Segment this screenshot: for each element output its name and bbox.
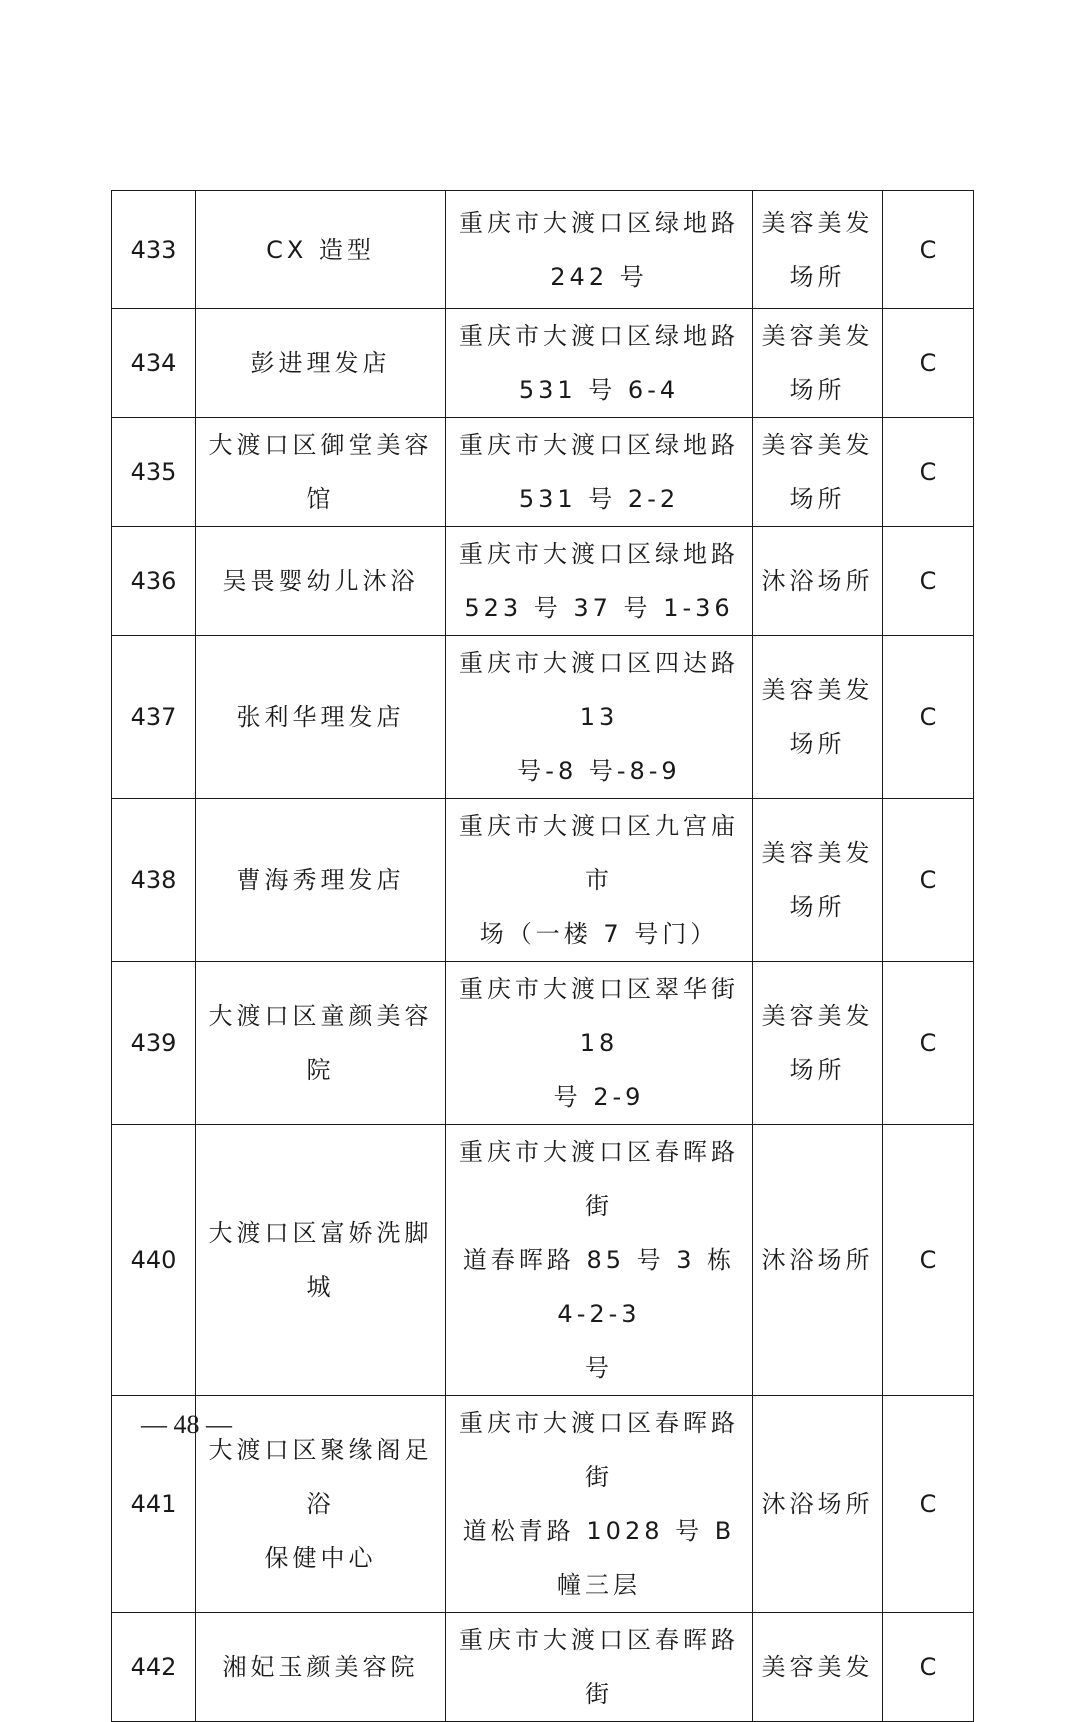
table-row xyxy=(112,1125,974,1396)
business-address: 重庆市大渡口区春晖路街 道松青路 1028 号 B 幢三层 xyxy=(446,1396,753,1613)
row-number: 441 xyxy=(112,1396,196,1613)
table-row xyxy=(112,799,974,962)
table-row xyxy=(112,636,974,799)
business-type: 美容美发 xyxy=(753,1613,883,1722)
row-number: 440 xyxy=(112,1125,196,1396)
grade: C xyxy=(883,1396,974,1613)
page-number: — 48 — xyxy=(141,1410,232,1439)
row-number: 437 xyxy=(112,636,196,799)
business-name: 吴畏婴幼儿沐浴 xyxy=(196,527,446,636)
business-name: 曹海秀理发店 xyxy=(196,799,446,962)
grade: C xyxy=(883,418,974,527)
table-row xyxy=(112,527,974,636)
business-address: 重庆市大渡口区春晖路街 道春晖路 85 号 3 栋 4-2-3 号 xyxy=(446,1125,753,1396)
table-row xyxy=(112,1613,974,1722)
table-row xyxy=(112,309,974,418)
business-name: 大渡口区童颜美容院 xyxy=(196,962,446,1125)
business-type: 沐浴场所 xyxy=(753,1125,883,1396)
table-row xyxy=(112,1396,974,1613)
grade: C xyxy=(883,962,974,1125)
business-address: 重庆市大渡口区九宫庙市 场（一楼 7 号门） xyxy=(446,799,753,962)
business-type: 美容美发 场所 xyxy=(753,191,883,309)
grade: C xyxy=(883,309,974,418)
business-name: 湘妃玉颜美容院 xyxy=(196,1613,446,1722)
business-type: 美容美发 场所 xyxy=(753,309,883,418)
business-address: 重庆市大渡口区绿地路 242 号 xyxy=(446,191,753,309)
row-number: 436 xyxy=(112,527,196,636)
grade: C xyxy=(883,636,974,799)
row-number: 435 xyxy=(112,418,196,527)
table-row xyxy=(112,962,974,1125)
business-name: 彭进理发店 xyxy=(196,309,446,418)
business-address: 重庆市大渡口区绿地路 531 号 6-4 xyxy=(446,309,753,418)
business-type: 美容美发 场所 xyxy=(753,418,883,527)
grade: C xyxy=(883,1613,974,1722)
row-number: 442 xyxy=(112,1613,196,1722)
grade: C xyxy=(883,1125,974,1396)
business-name: CX 造型 xyxy=(196,191,446,309)
table-row xyxy=(112,418,974,527)
business-name: 大渡口区御堂美容馆 xyxy=(196,418,446,527)
table-row xyxy=(112,191,974,309)
business-name: 大渡口区聚缘阁足浴 保健中心 xyxy=(196,1396,446,1613)
row-number: 438 xyxy=(112,799,196,962)
business-address: 重庆市大渡口区绿地路 523 号 37 号 1-36 xyxy=(446,527,753,636)
row-number: 439 xyxy=(112,962,196,1125)
business-address: 重庆市大渡口区翠华街 18 号 2-9 xyxy=(446,962,753,1125)
business-type: 美容美发 场所 xyxy=(753,962,883,1125)
business-type: 美容美发 场所 xyxy=(753,799,883,962)
business-type: 沐浴场所 xyxy=(753,1396,883,1613)
business-address: 重庆市大渡口区绿地路 531 号 2-2 xyxy=(446,418,753,527)
business-address: 重庆市大渡口区四达路 13 号-8 号-8-9 xyxy=(446,636,753,799)
grade: C xyxy=(883,799,974,962)
business-type: 美容美发 场所 xyxy=(753,636,883,799)
business-address: 重庆市大渡口区春晖路街 xyxy=(446,1613,753,1722)
registry-table xyxy=(111,190,974,1722)
row-number: 434 xyxy=(112,309,196,418)
grade: C xyxy=(883,527,974,636)
business-name: 大渡口区富娇洗脚城 xyxy=(196,1125,446,1396)
business-name: 张利华理发店 xyxy=(196,636,446,799)
business-type: 沐浴场所 xyxy=(753,527,883,636)
grade: C xyxy=(883,191,974,309)
row-number: 433 xyxy=(112,191,196,309)
